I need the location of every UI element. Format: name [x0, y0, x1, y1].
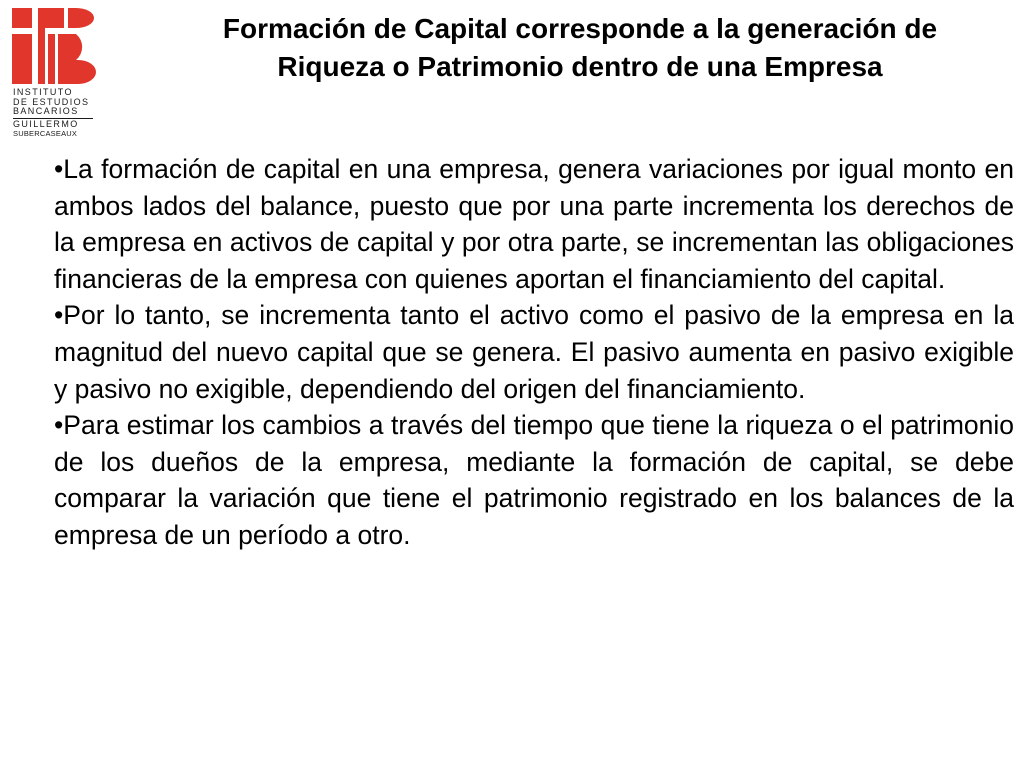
institute-logo-icon: [12, 8, 96, 84]
bullet-item: •La formación de capital en una empresa, genera variaciones por igual monto en ambos lados del balance, puesto que por una parte incrementa los derechos de la empresa en activos de capital y por otra parte, se incrementan las obligaciones financieras de la empresa con quienes aportan el financiamiento del capital.: [54, 154, 1014, 294]
institute-logo: [12, 8, 98, 140]
institute-logo-text: [12, 88, 98, 139]
logo-line-2: DE ESTUDIOS: [13, 96, 90, 107]
slide-body: [54, 151, 1014, 554]
logo-line-3: BANCARIOS: [13, 106, 79, 116]
logo-line-4: GUILLERMO: [13, 118, 79, 129]
slide-title: Formación de Capital corresponde a la generación de Riqueza o Patrimonio dentro de una Empresa: [222, 13, 938, 82]
logo-line-1: INSTITUTO: [13, 87, 73, 97]
bullet-item: •Para estimar los cambios a través del tiempo que tiene la riqueza o el patrimonio de los dueños de la empresa, mediante la formación de capital, se debe comparar la variación que tiene el patrimonio registrado en los balances de la empresa de un período a otro.: [54, 410, 1014, 550]
bullet-item: •Por lo tanto, se incrementa tanto el activo como el pasivo de la empresa en la magnitud del nuevo capital que se genera. El pasivo aumenta en pasivo exigible y pasivo no exigible, dependiendo del origen del financiamiento.: [54, 300, 1014, 404]
logo-line-5: SUBERCASEAUX: [13, 129, 78, 138]
